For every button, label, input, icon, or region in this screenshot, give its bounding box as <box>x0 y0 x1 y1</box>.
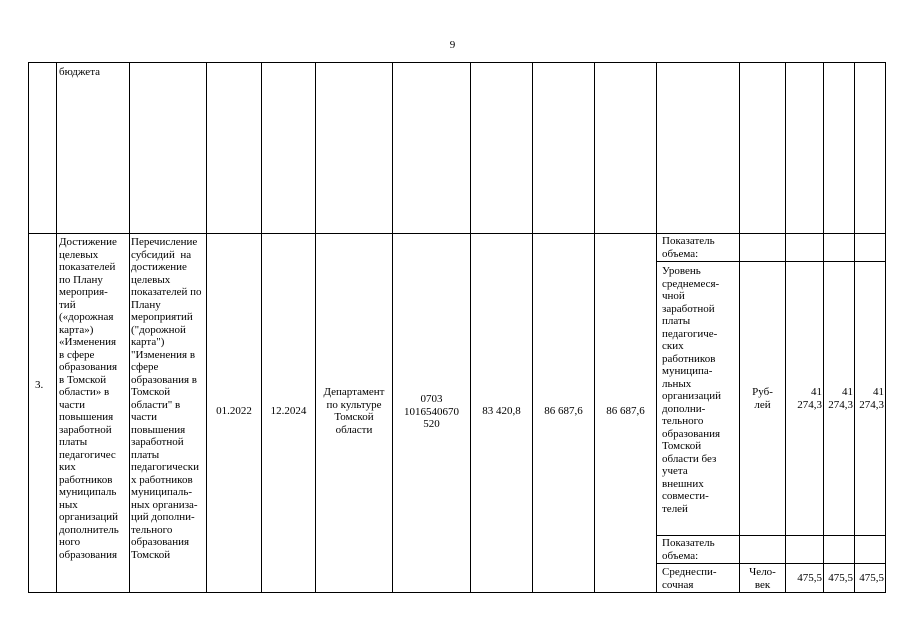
column-border <box>532 62 533 593</box>
amount-cell: 86 687,6 <box>544 405 583 417</box>
column-border <box>854 62 855 593</box>
indicator-value: 475,5 <box>828 572 853 584</box>
indicator-unit: Чело- век <box>749 566 776 591</box>
column-border <box>785 62 786 593</box>
column-border <box>28 62 29 593</box>
budget-code-cell: 0703 1016540670 520 <box>404 393 459 430</box>
row-number: 3. <box>35 379 44 391</box>
prev-row-text: бюджета <box>59 66 101 78</box>
expense-description-cell: Перечисление субсидий на достижение целевых показателей по Плану мероприятий ("дорожной карта") "Изменения в сфере образования в Томской области" в части повышения заработной платы педагогически х работников муниципаль- ных организа- ций дополни- тельного образования Томской <box>131 236 202 561</box>
column-border <box>594 62 595 593</box>
column-border <box>885 62 886 593</box>
end-date-cell: 12.2024 <box>270 405 307 417</box>
indicator-header: Показатель объема: <box>662 235 715 260</box>
column-border <box>129 62 130 593</box>
task-name-cell: Достижение целевых показателей по Плану мероприя- тий («дорожная карта») «Изменения в сфере образования в Томской области» в части повышения заработной платы педагогичес ких работников муниципаль ных организаций дополнитель ного образования <box>59 236 119 561</box>
column-border <box>56 62 57 593</box>
indicator-name: Уровень среднемеся- чной заработной платы педагогиче- ских работников муниципа- льных организаций дополни- тельного образования Томской области без учета внешних совмести- телей <box>662 265 722 515</box>
column-border <box>315 62 316 593</box>
column-border <box>656 62 657 593</box>
executor-cell: Департамент по культуре Томской области <box>323 386 385 436</box>
indicator-value: 41 274,3 <box>828 386 853 411</box>
table-top-border <box>28 62 885 63</box>
indicator-value: 475,5 <box>859 572 884 584</box>
indicator-row-separator <box>656 563 885 564</box>
row-separator <box>28 233 885 234</box>
page-number: 9 <box>449 39 456 51</box>
indicator-row-separator <box>656 535 885 536</box>
column-border <box>823 62 824 593</box>
indicator-header: Показатель объема: <box>662 537 715 562</box>
start-date-cell: 01.2022 <box>216 405 252 417</box>
indicator-unit: Руб- лей <box>752 386 773 411</box>
column-border <box>206 62 207 593</box>
amount-cell: 83 420,8 <box>482 405 521 417</box>
amount-cell: 86 687,6 <box>606 405 645 417</box>
indicator-name: Среднеспи- сочная <box>662 566 717 591</box>
column-border <box>739 62 740 593</box>
indicator-value: 41 274,3 <box>797 386 822 411</box>
table-bottom-border <box>28 592 885 593</box>
column-border <box>392 62 393 593</box>
indicator-value: 475,5 <box>797 572 822 584</box>
indicator-row-separator <box>656 261 885 262</box>
column-border <box>470 62 471 593</box>
indicator-value: 41 274,3 <box>859 386 884 411</box>
column-border <box>261 62 262 593</box>
